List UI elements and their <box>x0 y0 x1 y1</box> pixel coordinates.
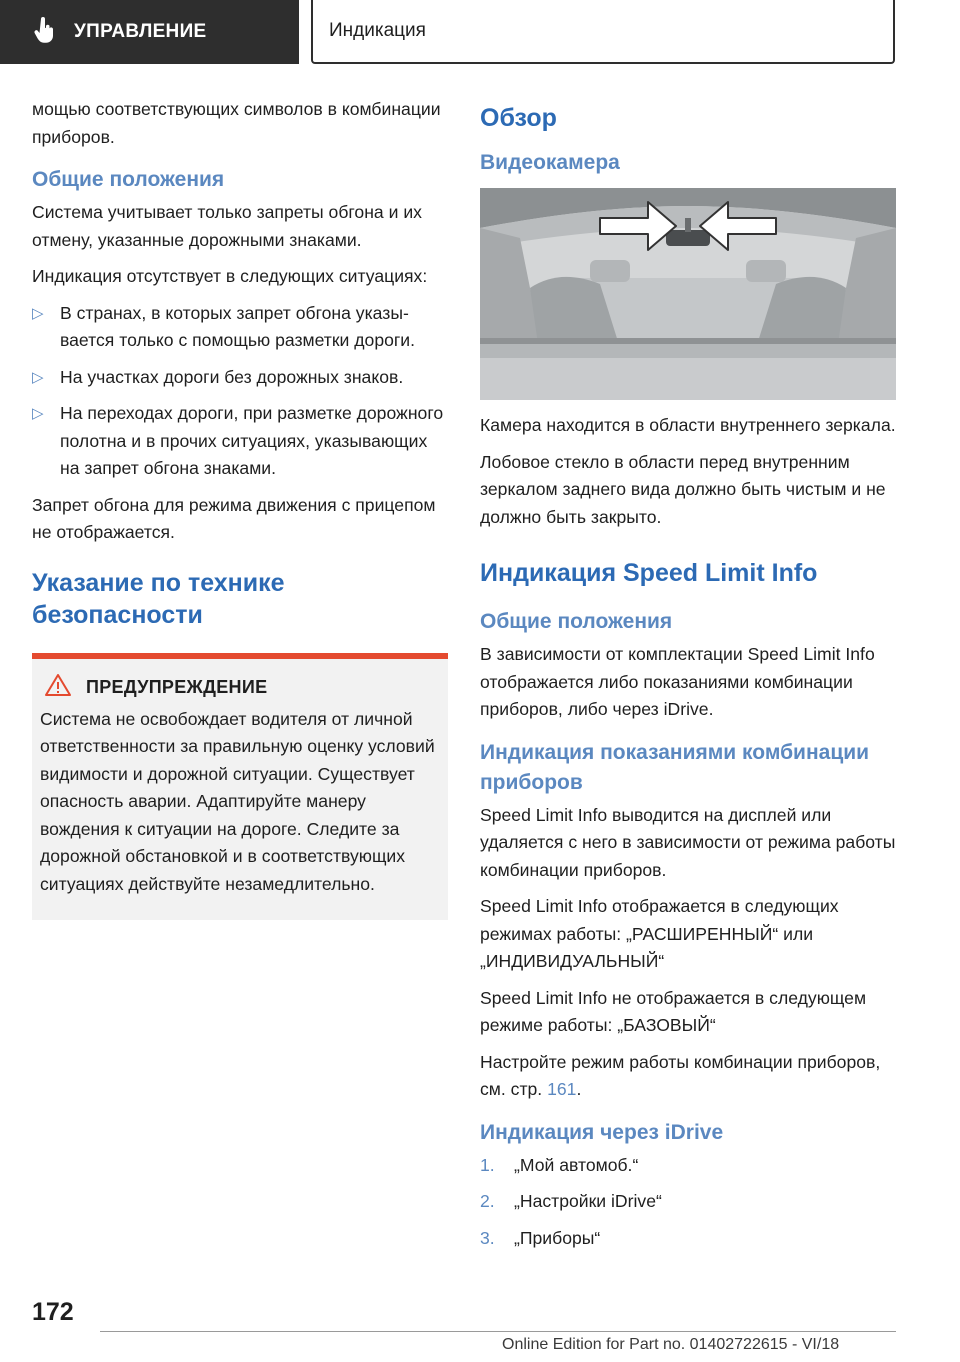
warning-triangle-icon <box>44 673 72 702</box>
idrive-steps <box>480 1152 896 1253</box>
page-reference-link[interactable]: 161 <box>547 1079 577 1099</box>
header-chapter-tab <box>311 0 895 64</box>
list-item: 1. „Мой автомоб.“ <box>480 1154 639 1175</box>
left-column <box>32 96 448 920</box>
camera-heading: Видеокамера <box>480 151 620 174</box>
warning-text: Система не освобождает водителя от личной ответственности за правильную оценку условий видимости и дорожной ситуации. Существует опасность аварии. Адаптируйте манеру вождения к ситуации на дороге. Следите за дорожной обстановкой и в соответствующих ситуациях действуйте незамедлительно. <box>40 708 435 894</box>
list-item: ▷ На участках дороги без дорожных знаков. <box>32 364 448 392</box>
sli-general-paragraph: В зависимости от комплектации Speed Limit Info отображается либо показаниями комбинации приборов, либо через iDrive. <box>480 644 875 719</box>
cluster-paragraph-4: Настройте режим работы комбинации приборов, см. стр. 161. <box>480 1051 881 1099</box>
sli-heading: Индикация Speed Limit Info <box>480 559 818 587</box>
touch-hand-icon <box>34 17 56 48</box>
section-label: УПРАВЛЕНИЕ <box>74 21 207 42</box>
cluster-heading: Индикация показаниями комбинации приборов <box>480 740 870 794</box>
sli-general-heading: Общие положения <box>480 610 673 633</box>
chapter-label: Индикация <box>329 20 426 41</box>
triangle-bullet-icon: ▷ <box>32 405 44 422</box>
camera-paragraph-2: Лобовое стекло в области перед внутренним зеркалом заднего вида должно быть чистым и не должно быть закрыто. <box>480 451 886 527</box>
safety-heading: Указание по технике безопасности <box>32 568 285 629</box>
warning-title: ПРЕДУПРЕЖДЕНИЕ <box>86 676 268 697</box>
intro-paragraph: мощью соответствующих символов в комбинации приборов. <box>32 99 441 147</box>
list-item: ▷ В странах, в которых запрет обгона указывается только с помощью разметки дороги. <box>32 300 448 355</box>
cluster-paragraph-3: Speed Limit Info не отображается в следующем режиме работы: „БАЗОВЫЙ“ <box>480 987 867 1035</box>
triangle-bullet-icon: ▷ <box>32 304 44 322</box>
header-section-tab <box>0 0 299 64</box>
edition-footer: Online Edition for Part no. 01402722615 - VI/18 <box>502 1336 840 1353</box>
camera-paragraph-1: Камера находится в области внутреннего зеркала. <box>480 415 896 435</box>
general-paragraph-1: Система учитывает только запреты обгона и их отмену, указанные дорожными знаками. <box>32 202 422 250</box>
cluster-paragraph-1: Speed Limit Info выводится на дисплей или удаляется с него в зависимости от режима работы комбинации приборов. <box>480 804 896 880</box>
list-item: 2. „Настройки iDrive“ <box>480 1191 662 1211</box>
overview-heading: Обзор <box>480 104 557 132</box>
general-heading: Общие положения <box>32 168 225 191</box>
page-number: 172 <box>32 1298 74 1326</box>
footer-divider <box>100 1331 896 1332</box>
camera-location-illustration <box>480 188 896 400</box>
list-item: 3. „Приборы“ <box>480 1227 601 1248</box>
cluster-paragraph-2: Speed Limit Info отображается в следующих режимах работы: „РАСШИРЕННЫЙ“ или „ИНДИВИДУАЛЬНЫЙ“ <box>480 896 839 971</box>
idrive-heading: Индикация через iDrive <box>480 1120 724 1144</box>
general-paragraph-2: Индикация отсутствует в следующих ситуациях: <box>32 266 428 286</box>
triangle-bullet-icon: ▷ <box>32 368 44 386</box>
general-paragraph-3: Запрет обгона для режима движения с прицепом не отображается. <box>32 494 436 542</box>
warning-box <box>32 653 448 921</box>
situation-list <box>32 300 448 483</box>
list-item: ▷ На переходах дороги, при разметке дорожного полотна и в прочих ситуациях, указывающих на запрет обгона знаками. <box>32 400 448 483</box>
right-column <box>480 96 896 1261</box>
warning-header <box>40 673 440 702</box>
